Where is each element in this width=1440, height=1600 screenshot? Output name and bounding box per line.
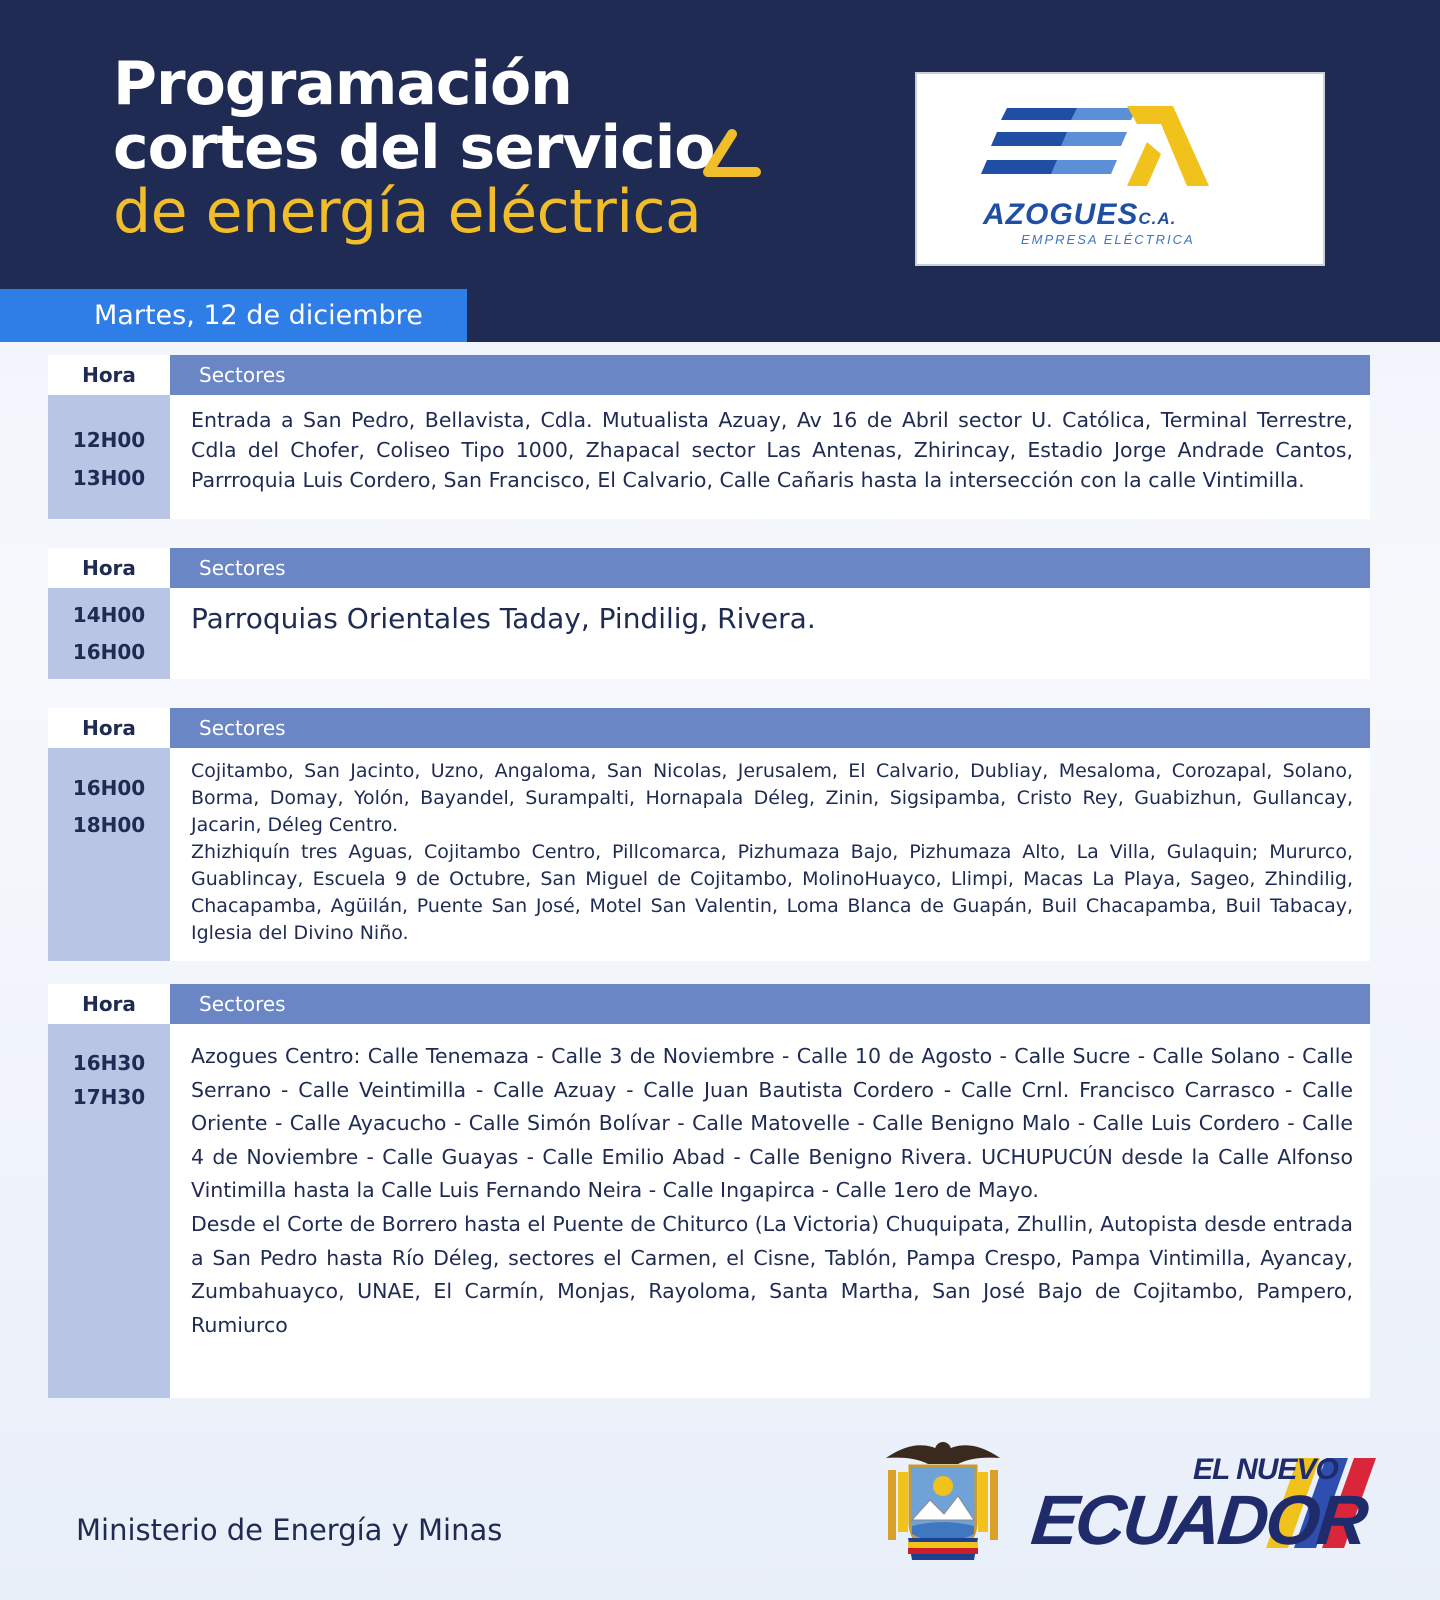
sectors-text: Cojitambo, San Jacinto, Uzno, Angaloma, San Nicolas, Jerusalem, El Calvario, Dubliay, Mesaloma, Corozapal, Solano, Borma, Domay, Yolón, Bayandel, Surampalti, Hornapala Déleg, Zinin, Sigsipamba, Cristo Rey, Guabizhun, Gullancay, Jacarin, Déleg Centro.: [191, 760, 1353, 836]
page-title: [113, 49, 715, 247]
time-cell: [48, 748, 170, 961]
hora-header: Hora: [48, 708, 170, 748]
time-cell: [48, 588, 170, 679]
azogues-logo-icon: [977, 102, 1217, 202]
schedule-block-2: [48, 548, 1370, 679]
sectors-cell: [170, 1024, 1370, 1398]
start-time: 12H00: [72, 428, 146, 452]
company-logo: [915, 72, 1325, 266]
logo-subtitle: EMPRESA ELÉCTRICA: [1021, 232, 1195, 247]
sectores-header: Sectores: [170, 548, 1370, 588]
sectores-header: Sectores: [170, 708, 1370, 748]
time-cell: [48, 395, 170, 519]
brand-big-text: ECUADOR: [1027, 1481, 1370, 1559]
sectors-cell: [170, 395, 1370, 519]
schedule-block-1: [48, 355, 1370, 519]
sectors-text: Zhizhiquín tres Aguas, Cojitambo Centro, Pillcomarca, Pizhumaza Bajo, Pizhumaza Alto, La Villa, Gulaquin; Mururco, Guablincay, Escuela 9 de Octubre, San Miguel de Cojitambo, MolinoHuayco, Llimpi, Macas La Playa, Sageo, Zhindilig, Chacapamba, Agüilán, Puente San José, Motel San Valentin, Loma Blanca de Guapán, Buil Chacapamba, Buil Tabacay, Iglesia del Divino Niño.: [191, 841, 1353, 944]
ministry-name: Ministerio de Energía y Minas: [76, 1513, 503, 1547]
sectores-header: Sectores: [170, 984, 1370, 1024]
sectores-header: Sectores: [170, 355, 1370, 395]
hora-header: Hora: [48, 984, 170, 1024]
date-label: Martes, 12 de diciembre: [0, 289, 467, 342]
schedule-block-3: [48, 708, 1370, 961]
sectors-text: Parroquias Orientales Taday, Pindilig, Rivera.: [191, 602, 816, 635]
logo-name-text: AZOGUES: [983, 198, 1139, 231]
title-line-1: Programación: [113, 49, 572, 119]
coat-of-arms-icon: [878, 1430, 1008, 1570]
sectors-cell: [170, 748, 1370, 961]
time-cell: [48, 1024, 170, 1398]
hora-header: Hora: [48, 548, 170, 588]
sectors-cell: [170, 588, 1370, 679]
end-time: 17H30: [72, 1085, 146, 1109]
schedule-block-4: [48, 984, 1370, 1398]
accent-check-icon: [698, 128, 762, 184]
start-time: 16H30: [72, 1051, 146, 1075]
sectors-text: Desde el Corte de Borrero hasta el Puente de Chiturco (La Victoria) Chuquipata, Zhullin, Autopista desde entrada a San Pedro hasta Río Déleg, sectores el Carmen, el Cisne, Tablón, Pampa Crespo, Pampa Vintimilla, Ayancay, Zumbahuayco, UNAE, El Carmín, Monjas, Rayoloma, Santa Martha, San José Bajo de Cojitambo, Pampero, Rumiurco: [191, 1211, 1353, 1337]
start-time: 16H00: [72, 776, 146, 800]
hora-header: Hora: [48, 355, 170, 395]
brand-small-text: EL NUEVO: [1193, 1453, 1338, 1486]
logo-suffix: C.A.: [1138, 209, 1177, 228]
end-time: 13H00: [72, 466, 146, 490]
sectors-text: Azogues Centro: Calle Tenemaza - Calle 3 de Noviembre - Calle 10 de Agosto - Calle Sucre - Calle Solano - Calle Serrano - Calle Veintimilla - Calle Azuay - Calle Juan Bautista Cordero - Calle Crnl. Francisco Carrasco - Calle Oriente - Calle Ayacucho - Calle Simón Bolívar - Calle Matovelle - Calle Benigno Malo - Calle Luis Cordero - Calle 4 de Noviembre - Calle Guayas - Calle Emilio Abad - Calle Benigno Rivera. UCHUPUCÚN desde la Calle Alfonso Vintimilla hasta la Calle Luis Fernando Neira - Calle Ingapirca - Calle 1ero de Mayo.: [191, 1044, 1353, 1203]
end-time: 18H00: [72, 813, 146, 837]
title-line-2: cortes del servicio: [113, 113, 715, 183]
start-time: 14H00: [72, 603, 146, 627]
end-time: 16H00: [72, 640, 146, 664]
logo-name: [983, 198, 1176, 232]
title-line-3: de energía eléctrica: [113, 177, 702, 247]
sectors-text: Entrada a San Pedro, Bellavista, Cdla. Mutualista Azuay, Av 16 de Abril sector U. Católica, Terminal Terrestre, Cdla del Chofer, Coliseo Tipo 1000, Zhapacal sector Las Antenas, Zhirincay, Estadio Jorge Andrade Cantos, Parrroquia Luis Cordero, San Francisco, El Calvario, Calle Cañaris hasta la intersección con la calle Vintimilla.: [191, 408, 1353, 492]
